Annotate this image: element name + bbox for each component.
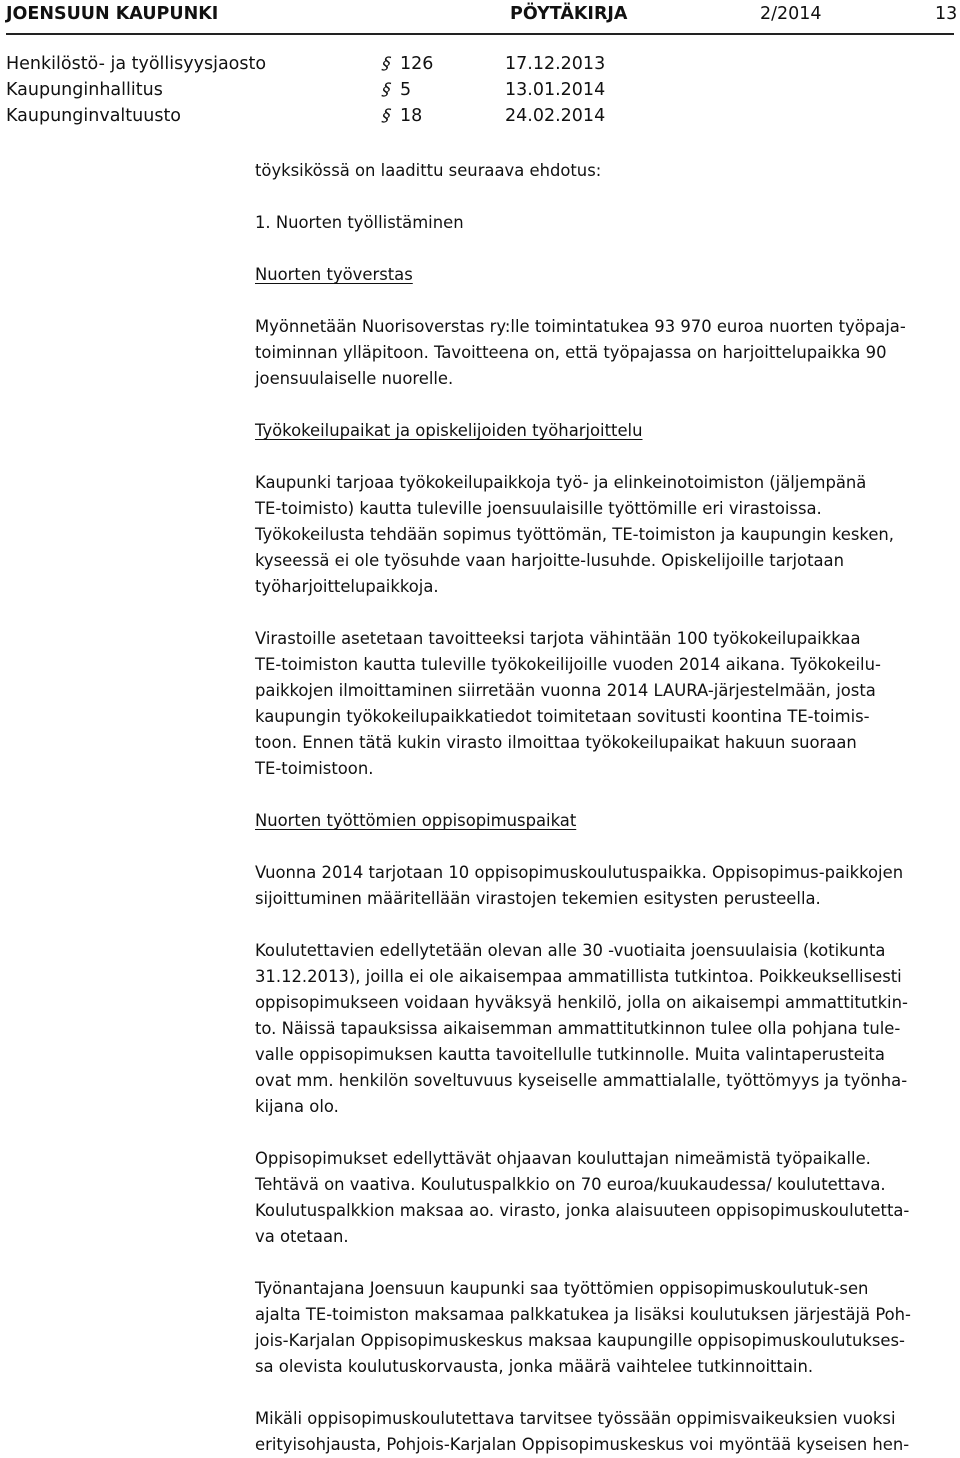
paragraph-line: sa olevista koulutuskorvausta, jonka määrä vaihtelee tutkinnoittain. [255,1357,814,1376]
paragraph-line: Oppisopimukset edellyttävät ohjaavan kouluttajan nimeämistä työpaikalle. [255,1149,871,1168]
paragraph-line: Koulutuspalkkion maksaa ao. virasto, jonka alaisuuteen oppisopimuskoulutetta- [255,1201,910,1220]
paragraph-line: kijana olo. [255,1097,339,1116]
header-doc-number: 2/2014 [760,4,822,24]
paragraph-line: sijoittuminen määritellään virastojen tekemien esitysten perusteella. [255,889,821,908]
meta-date: 24.02.2014 [505,106,606,126]
paragraph [255,470,955,600]
section-mark-icon: § [378,80,394,100]
section-mark-icon: § [378,106,394,126]
paragraph-line: kyseessä ei ole työsuhde vaan harjoitte-lusuhde. Opiskelijoille tarjotaan [255,551,844,570]
paragraph-line: toon. Ennen tätä kukin virasto ilmoittaa työkokeilupaikat hakuun suoraan [255,733,857,752]
paragraph-line: TE-toimistoon. [255,759,374,778]
meta-section: 126 [400,54,434,74]
meta-section: 5 [400,80,412,100]
paragraph-line: 31.12.2013), joilla ei ole aikaisempaa ammatillista tutkintoa. Poikkeuksellisesti [255,967,902,986]
paragraph-line: TE-toimisto) kautta tuleville joensuulaisille työttömille eri virastoissa. [255,499,822,518]
meta-section: 18 [400,106,423,126]
paragraph-line: Virastoille asetetaan tavoitteeksi tarjota vähintään 100 työkokeilupaikkaa [255,629,861,648]
paragraph-line: TE-toimiston kautta tuleville työkokeilijoille vuoden 2014 aikana. Työkokeilu- [255,655,881,674]
paragraph [255,1146,955,1250]
paragraph-line: Mikäli oppisopimuskoulutettava tarvitsee työssään oppimisvaikeuksien vuoksi [255,1409,896,1428]
header-page-number: 13 [935,4,958,24]
intro-text: töyksikössä on laadittu seuraava ehdotus: [255,161,602,180]
paragraph-line: va otetaan. [255,1227,349,1246]
meta-date: 13.01.2014 [505,80,606,100]
paragraph-line: Kaupunki tarjoaa työkokeilupaikkoja työ- ja elinkeinotoimiston (jäljempänä [255,473,867,492]
paragraph [255,314,955,392]
meta-body: Kaupunginvaltuusto [6,106,182,126]
paragraph [255,938,955,1120]
paragraph-line: Työnantajana Joensuun kaupunki saa työttömien oppisopimuskoulutuk-sen [255,1279,869,1298]
subheading-nuorten-tyoverstas: Nuorten työverstas [255,265,413,284]
paragraph-line: Tehtävä on vaativa. Koulutuspalkkio on 70 euroa/kuukaudessa/ koulutettava. [255,1175,886,1194]
paragraph-line: Koulutettavien edellytetään olevan alle 30 -vuotiaita joensuulaisia (kotikunta [255,941,886,960]
paragraph-line: paikkojen ilmoittaminen siirretään vuonna 2014 LAURA-järjestelmään, josta [255,681,876,700]
paragraph-line: kaupungin työkokeilupaikkatiedot toimitetaan sovitusti koontina TE-toimis- [255,707,870,726]
meta-body: Henkilöstö- ja työllisyysjaosto [6,54,267,74]
paragraph-line: valle oppisopimuksen kautta tavoitellulle tutkinnolle. Muita valintaperusteita [255,1045,885,1064]
paragraph-line: työharjoittelupaikkoja. [255,577,439,596]
paragraph-line: erityisohjausta, Pohjois-Karjalan Oppisopimuskeskus voi myöntää kyseisen hen- [255,1435,910,1454]
paragraph-line: to. Näissä tapauksissa aikaisemman ammattitutkinnon tulee olla pohjana tule- [255,1019,901,1038]
header-org: JOENSUUN KAUPUNKI [6,4,219,24]
paragraph-line: Työkokeilusta tehdään sopimus työttömän, TE-toimiston ja kaupungin kesken, [255,525,895,544]
paragraph [255,1406,955,1458]
paragraph [255,1276,955,1380]
paragraph-line: joensuulaiselle nuorelle. [255,369,454,388]
paragraph-line: oppisopimukseen voidaan hyväksyä henkilö, jolla on aikaisempi ammattitutkin- [255,993,908,1012]
paragraph-line: jois-Karjalan Oppisopimuskeskus maksaa kaupungille oppisopimuskoulutukses- [255,1331,905,1350]
paragraph-line: toiminnan ylläpitoon. Tavoitteena on, että työpajassa on harjoittelupaikka 90 [255,343,887,362]
header-divider [6,33,954,35]
meta-date: 17.12.2013 [505,54,606,74]
subheading-oppisopimuspaikat: Nuorten työttömien oppisopimuspaikat [255,811,577,830]
meta-body: Kaupunginhallitus [6,80,163,100]
paragraph-line: ovat mm. henkilön soveltuvuus kyseiselle ammattialalle, työttömyys ja työnha- [255,1071,908,1090]
section-mark-icon: § [378,54,394,74]
paragraph-line: Myönnetään Nuorisoverstas ry:lle toimintatukea 93 970 euroa nuorten työpaja- [255,317,906,336]
paragraph-line: Vuonna 2014 tarjotaan 10 oppisopimuskoulutuspaikka. Oppisopimus-paikkojen [255,863,904,882]
header-doc-type: PÖYTÄKIRJA [510,4,628,24]
subheading-tyokokeilupaikat: Työkokeilupaikat ja opiskelijoiden työharjoittelu [255,421,643,440]
document-body [255,158,955,1458]
paragraph [255,860,955,912]
paragraph-line: ajalta TE-toimiston maksamaa palkkatukea ja lisäksi koulutuksen järjestäjä Poh- [255,1305,911,1324]
section-heading: 1. Nuorten työllistäminen [255,213,464,232]
paragraph [255,626,955,782]
